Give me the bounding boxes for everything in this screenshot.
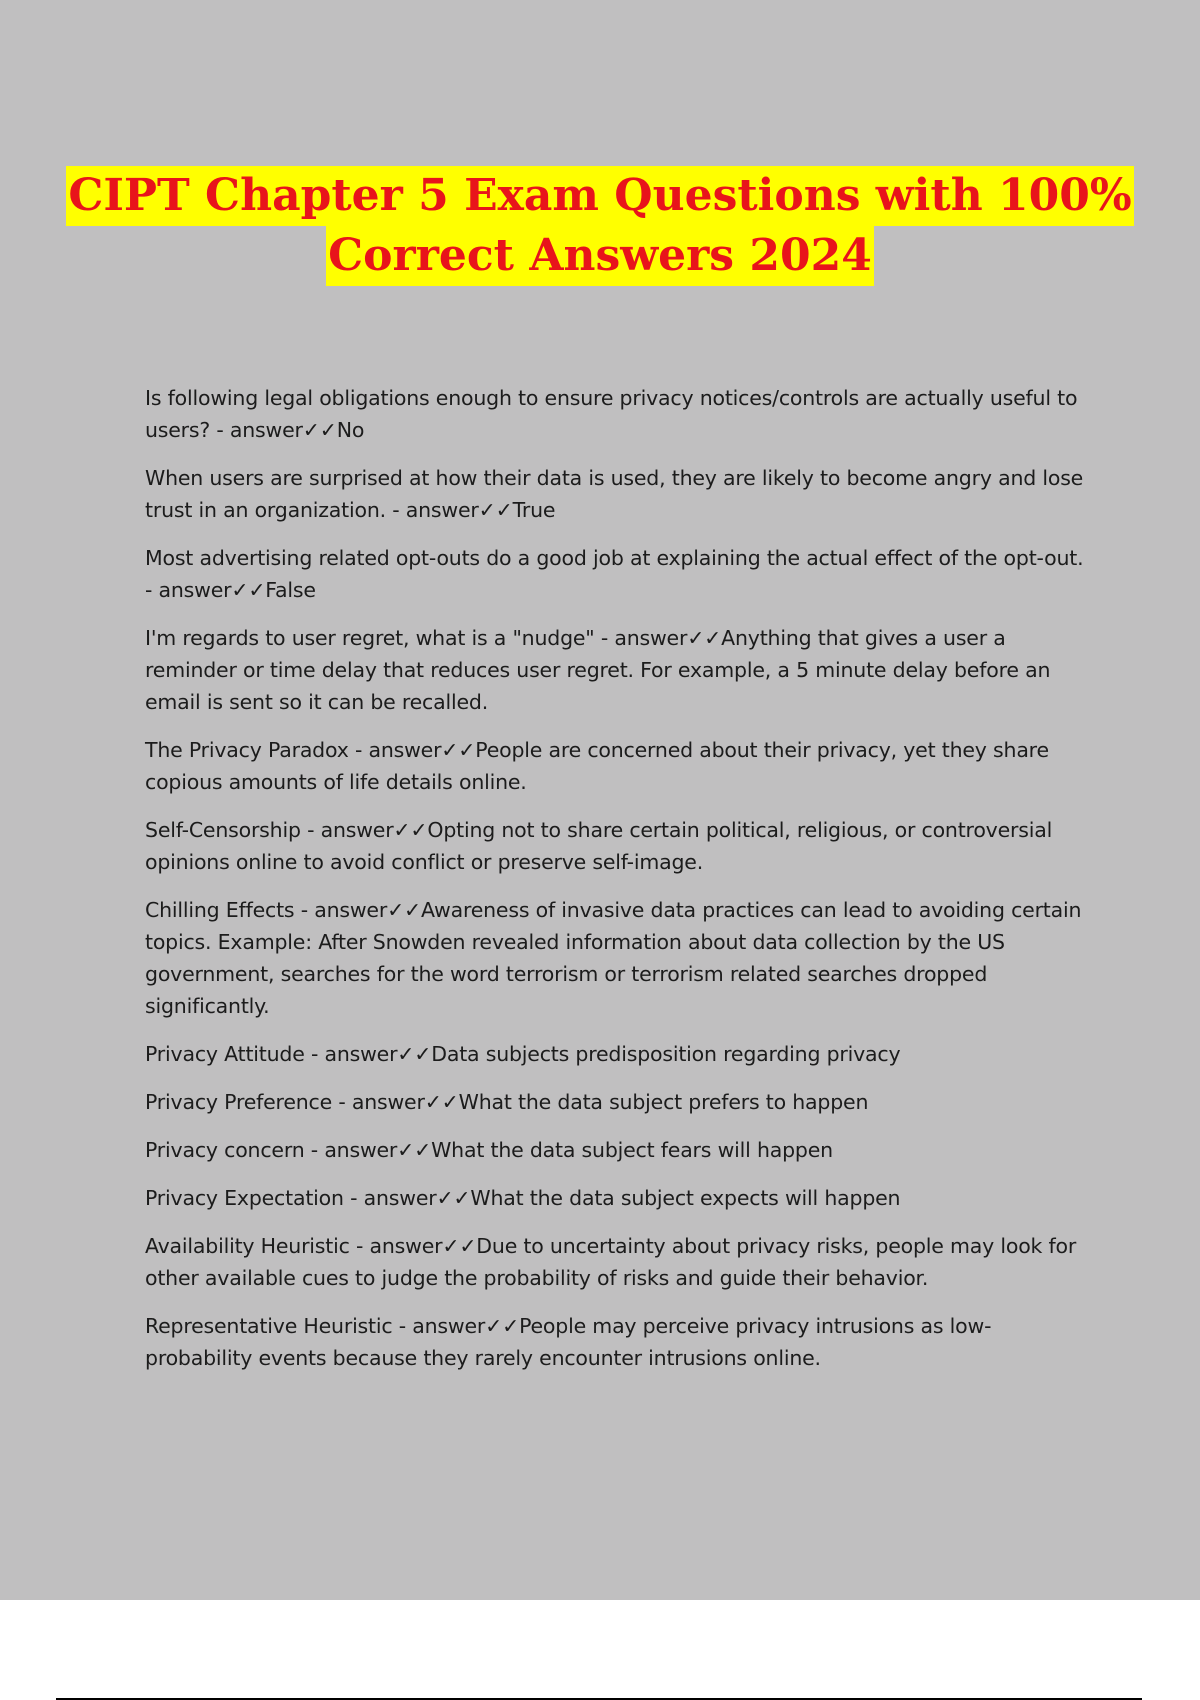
qa-item: The Privacy Paradox - answer✓✓People are concerned about their privacy, yet they share copious amounts of life details online. [145,738,1049,794]
qa-item: Chilling Effects - answer✓✓Awareness of invasive data practices can lead to avoiding certain topics. Example: After Snowden revealed information about data collection by the US government, searches for the word terrorism or terrorism related searches dropped significantly. [145,898,1082,1018]
qa-item: Privacy Expectation - answer✓✓What the data subject expects will happen [145,1186,901,1210]
qa-item: Is following legal obligations enough to ensure privacy notices/controls are actually useful to users? - answer✓✓No [145,386,1078,442]
qa-item: Privacy Attitude - answer✓✓Data subjects predisposition regarding privacy [145,1042,901,1066]
qa-item: I'm regards to user regret, what is a "nudge" - answer✓✓Anything that gives a user a reminder or time delay that reduces user regret. For example, a 5 minute delay before an email is sent so it can be recalled. [145,626,1051,714]
qa-item: Self-Censorship - answer✓✓Opting not to share certain political, religious, or controversial opinions online to avoid conflict or preserve self-image. [145,818,1053,874]
qa-item: Most advertising related opt-outs do a good job at explaining the actual effect of the opt-out. - answer✓✓False [145,546,1084,602]
document-title [0,166,1200,286]
title-line-1: CIPT Chapter 5 Exam Questions with 100% [66,166,1133,226]
title-line-2: Correct Answers 2024 [326,226,874,286]
qa-list [145,382,1090,1390]
qa-item: Privacy concern - answer✓✓What the data subject fears will happen [145,1138,833,1162]
qa-item: Availability Heuristic - answer✓✓Due to uncertainty about privacy risks, people may look for other available cues to judge the probability of risks and guide their behavior. [145,1234,1077,1290]
qa-item: Representative Heuristic - answer✓✓People may perceive privacy intrusions as low-probability events because they rarely encounter intrusions online. [145,1314,992,1370]
qa-item: Privacy Preference - answer✓✓What the data subject prefers to happen [145,1090,869,1114]
qa-item: When users are surprised at how their data is used, they are likely to become angry and lose trust in an organization. - answer✓✓True [145,466,1084,522]
